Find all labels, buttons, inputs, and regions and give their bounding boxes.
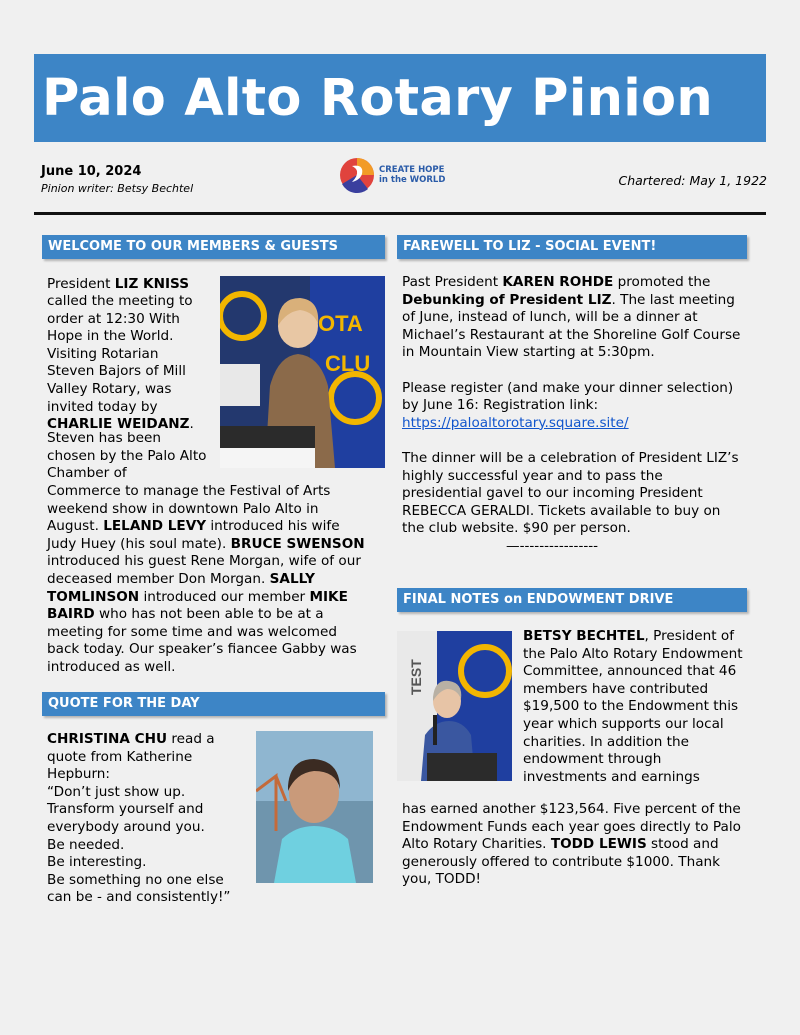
member-name: SALLY TOMLINSON [47, 570, 316, 605]
endowment-text: stood and generously offered to contribute $1000. Thank you, TODD! [402, 836, 721, 888]
logo-text: CREATE HOPE in the WORLD [379, 165, 446, 185]
create-hope-logo [338, 156, 445, 194]
member-name: LELAND LEVY [103, 518, 207, 535]
welcome-body-wide [47, 430, 369, 483]
welcome-text: introduced his guest Rene Morgan, wife of our deceased member Don Morgan. [47, 553, 361, 587]
welcome-heading: WELCOME TO OUR MEMBERS & GUESTS [42, 235, 385, 259]
quote-line: Transform yourself and everybody around you. [47, 801, 205, 835]
member-name: CHARLIE WEIDANZ [47, 416, 190, 433]
welcome-body-rest: Commerce to manage the Festival of Arts weekend show in downtown Palo Alto in August. LELAND LEVY introduced his wife Judy Huey (his soul mate). BRUCE SWENSON introduced his guest Rene Morgan, wife of our deceased member Don Morgan. SALLY TOMLINSON introduced our member MIKE BAIRD who has not been able to be at a meeting for some time and was welcomed back today. Our speaker’s fiancee Gabby was introduced as well. [47, 483, 365, 675]
welcome-text-steven: Steven has been chosen by the Palo Alto Chamber of [47, 430, 207, 482]
celebration-text: The dinner will be a celebration of President LIZ’s highly successful year and to pass the presidential gavel to our incoming President REBECCA GERALDI. Tickets available to buy on the club website. $90 per person. [402, 449, 739, 537]
welcome-text: . [189, 416, 194, 433]
svg-text:OTA: OTA [318, 311, 363, 336]
quote-line: Be needed. [47, 836, 125, 853]
header-divider [34, 212, 766, 215]
farewell-heading: FAREWELL TO LIZ - SOCIAL EVENT! [397, 235, 747, 259]
welcome-text: called the meeting to order at 12:30 With Hope in the World. Visiting Rotarian Steven Bajors of Mill Valley Rotary, was invited today by [47, 293, 193, 415]
pinion-writer: Pinion writer: Betsy Bechtel [41, 182, 194, 195]
quote-line: Be something no one else can be - and consistently!” [47, 871, 231, 906]
quote-line: “Don’t just show up. [47, 783, 186, 800]
newsletter-title: Palo Alto Rotary Pinion [42, 68, 713, 128]
quote-line: Be interesting. [47, 854, 147, 871]
betsy-bechtel-photo [397, 631, 512, 781]
welcome-text: who has not been able to be at a meeting for some time and was welcomed back today. Our speaker’s fiancee Gabby was introduced as well. [47, 606, 357, 675]
rotary-theme-icon [338, 156, 376, 194]
quote-intro: read a quote from Katherine Hepburn: [47, 731, 215, 783]
endowment-body-narrow: BETSY BECHTEL, President of the Palo Alto Rotary Endowment Committee, announced that 46 members have contributed $19,500 to the Endowment this year which supports our local charities. In addition the endowment through investments and earnings [523, 628, 743, 785]
farewell-text: . The last meeting of June, instead of lunch, will be a dinner at Michael’s Restaurant at the Shoreline Golf Course in Mountain View starting at 5:30pm. [402, 291, 741, 361]
member-name: MIKE BAIRD [47, 588, 348, 623]
member-name: CHRISTINA CHU [47, 731, 168, 747]
issue-date: June 10, 2024 [41, 164, 142, 179]
welcome-text: introduced our member [139, 588, 310, 605]
endowment-heading: FINAL NOTES on ENDOWMENT DRIVE [397, 588, 747, 612]
welcome-text: introduced his wife Judy Huey (his soul mate). [47, 518, 340, 552]
svg-text:CLU: CLU [325, 351, 371, 376]
registration-text: Please register (and make your dinner selection) by June 16: Registration link: [402, 379, 734, 414]
quote-heading: QUOTE FOR THE DAY [42, 692, 385, 716]
quote-body [47, 731, 247, 907]
member-name: KAREN ROHDE [502, 274, 614, 290]
member-name: BRUCE SWENSON [230, 535, 365, 552]
event-name: Debunking of President LIZ [402, 291, 612, 308]
svg-text:TEST: TEST [408, 659, 424, 695]
registration-link[interactable]: https://paloaltorotary.square.site/ [402, 414, 629, 431]
welcome-body-narrow [47, 293, 207, 434]
farewell-body [402, 274, 744, 556]
farewell-text: promoted the [613, 274, 711, 290]
farewell-text: Past President [402, 274, 503, 290]
member-name: LIZ KNISS [114, 276, 189, 292]
member-name: TODD LEWIS [550, 836, 647, 853]
masthead-banner [34, 54, 766, 142]
christina-chu-photo [256, 731, 373, 883]
endowment-body-wide: has earned another $123,564. Five percent of the Endowment Funds each year goes directly to Palo Alto Rotary Charities. TODD LEWIS stood and generously offered to contribute $1000. Thank you, TODD! [402, 801, 741, 888]
chartered-date: Chartered: May 1, 1922 [618, 173, 767, 188]
welcome-body [47, 276, 369, 294]
member-name: BETSY BECHTEL [523, 628, 645, 644]
welcome-text: President [47, 276, 115, 292]
section-divider: —---------------- [506, 537, 599, 554]
